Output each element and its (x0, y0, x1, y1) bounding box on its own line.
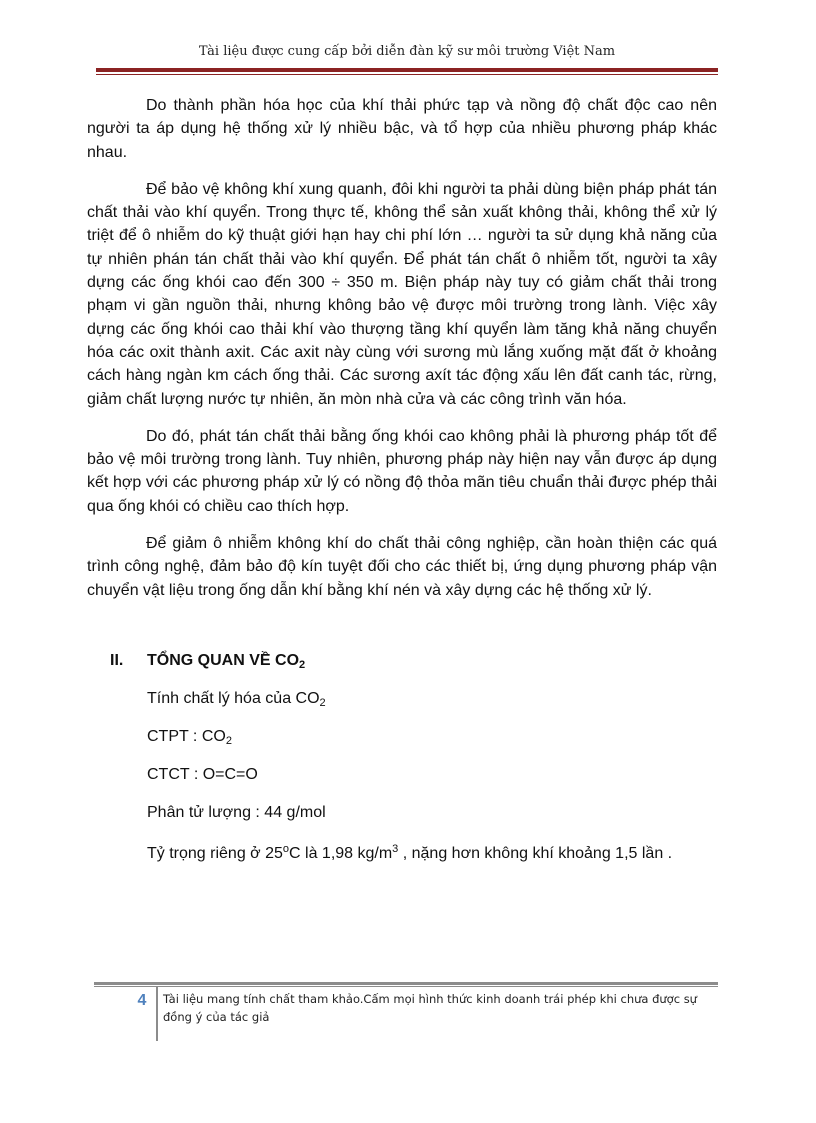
header-divider-thin (96, 74, 718, 75)
density-text-c: , nặng hơn không khí khoảng 1,5 lần . (398, 845, 673, 863)
property-intro-subscript: 2 (319, 697, 326, 710)
section-title-subscript: 2 (299, 658, 306, 671)
density-cubic-sup: 3 (392, 843, 399, 856)
density-degree-sup: o (282, 843, 290, 856)
page-number: 4 (137, 992, 147, 1009)
page-header: Tài liệu được cung cấp bởi diễn đàn kỹ sư môi trường Việt Nam (198, 44, 616, 59)
density-text-b: C là 1,98 kg/m (289, 845, 393, 863)
section-heading (110, 649, 717, 672)
paragraph-2: Để bảo vệ không khí xung quanh, đôi khi người ta phải dùng biện pháp phát tán chất thải vào khí quyển. Trong thực tế, không thể sản xuất không thải, không thể xử lý triệt để ô nhiễm do kỹ thuật giới hạn hay chi phí lớn … người ta sử dụng khả năng của tự nhiên phán tán chất thải vào khí quyển. Để phát tán chất ô nhiễm tốt, người ta xây dựng các ống khói cao đến 300 ÷ 350 m. Biện pháp này tuy có giảm chất thải trong phạm vi gần nguồn thải, nhưng không bảo vệ được môi trường trong lành. Việc xây dựng các ống khói cao thải khí vào thượng tầng khí quyển làm tăng khả năng chuyển hóa các oxit thành axit. Các axit này cùng với sương mù lắng xuống mặt đất ở khoảng cách hàng ngàn km cách ống thải. Các sương axít tác động xấu lên đất canh tác, rừng, giảm chất lượng nước tự nhiên, ăn mòn nhà cửa và các công trình văn hóa. (87, 180, 717, 408)
footer-divider-thin (94, 986, 718, 987)
header-divider-thick (96, 68, 718, 72)
property-intro-text: Tính chất lý hóa của CO (147, 690, 320, 708)
paragraph-1: Do thành phần hóa học của khí thải phức tạp và nồng độ chất độc cao nên người ta áp dụng hệ thống xử lý nhiều bậc, và tổ hợp của nhiều phương pháp khác nhau. (87, 97, 717, 161)
property-formula (147, 725, 717, 748)
section-number: II. (110, 651, 124, 669)
paragraph-3: Do đó, phát tán chất thải bằng ống khói cao không phải là phương pháp tốt để bảo vệ môi trường trong lành. Tuy nhiên, phương pháp này hiện nay vẫn được áp dụng kết hợp với các phương pháp xử lý có nồng độ thỏa mãn tiêu chuẩn thải được phép thải qua ống khói có chiều cao thích hợp. (87, 427, 717, 515)
formula-subscript: 2 (225, 735, 232, 748)
footer-vertical-divider (156, 987, 158, 1041)
property-density (87, 842, 717, 865)
paragraph-4: Để giảm ô nhiễm không khí do chất thải công nghiệp, cần hoàn thiện các quá trình công nghệ, đảm bảo độ kín tuyệt đối cho các thiết bị, ứng dụng phương pháp vận chuyển vật liệu trong ống dẫn khí bằng khí nén và xây dựng các hệ thống xử lý. (87, 535, 717, 599)
footer-divider-thick (94, 982, 718, 985)
formula-text: CTPT : CO (147, 728, 226, 746)
document-body (87, 94, 717, 866)
footer-disclaimer: Tài liệu mang tính chất tham khảo.Cấm mọi hình thức kinh doanh trái phép khi chưa được sự đồng ý của tác giả (163, 992, 697, 1024)
density-text-a: Tỷ trọng riêng ở 25 (147, 845, 283, 863)
property-structure: CTCT : O=C=O (147, 766, 258, 784)
property-intro (147, 687, 717, 710)
section-title: TỔNG QUAN VỀ CO (147, 651, 300, 669)
property-molar-mass: Phân tử lượng : 44 g/mol (147, 804, 326, 822)
